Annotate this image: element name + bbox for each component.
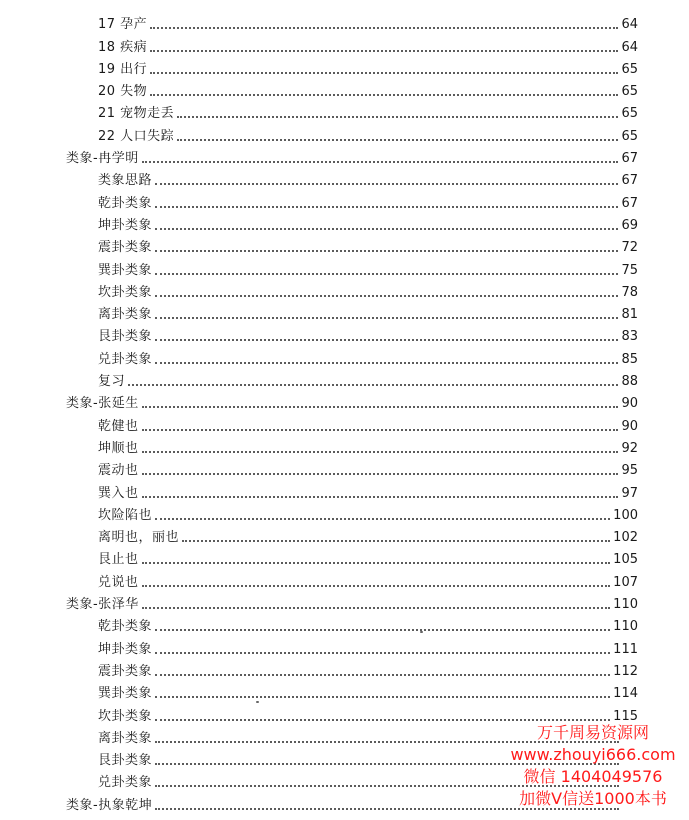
dot-leader — [155, 227, 618, 230]
toc-entry[interactable] — [0, 567, 689, 589]
toc-entry-title: 类象-张延生 — [66, 396, 139, 412]
toc-entry-page-number: 111 — [613, 641, 638, 657]
dot-leader — [142, 405, 619, 408]
toc-entry-page-number: 64 — [621, 17, 638, 33]
scan-speck — [420, 631, 423, 633]
toc-entry-page-number: 90 — [621, 418, 638, 434]
toc-entry-title: 17 孕产 — [98, 17, 148, 33]
toc-entry[interactable] — [0, 55, 689, 77]
toc-section-entry[interactable] — [0, 590, 689, 612]
dot-leader — [155, 249, 618, 252]
toc-entry[interactable] — [0, 679, 689, 701]
toc-entry[interactable] — [0, 657, 689, 679]
toc-entry-title: 乾卦类象 — [98, 619, 153, 635]
toc-entry[interactable] — [0, 233, 689, 255]
toc-entry-title: 巽卦类象 — [98, 262, 153, 278]
watermark-line: 万千周易资源网 — [536, 723, 649, 742]
dot-leader — [155, 784, 619, 787]
toc-entry-title: 乾卦类象 — [98, 195, 153, 211]
toc-entry-page-number: 88 — [621, 374, 638, 390]
dot-leader — [155, 673, 610, 676]
toc-entry-page-number: 72 — [621, 240, 638, 256]
toc-entry-page-number: 83 — [621, 329, 638, 345]
toc-entry[interactable] — [0, 166, 689, 188]
dot-leader — [155, 762, 619, 765]
dot-leader — [142, 495, 619, 498]
toc-entry[interactable] — [0, 523, 689, 545]
toc-entry-title: 类象-冉学明 — [66, 151, 139, 167]
dot-leader — [142, 450, 619, 453]
toc-entry-title: 离卦类象 — [98, 730, 153, 746]
toc-entry-page-number: 114 — [613, 686, 638, 702]
toc-entry-page-number: 65 — [621, 61, 638, 77]
dot-leader — [155, 361, 618, 364]
toc-entry[interactable] — [0, 634, 689, 656]
toc-entry[interactable] — [0, 701, 689, 723]
toc-entry[interactable] — [0, 10, 689, 32]
dot-leader — [155, 272, 618, 275]
toc-entry[interactable] — [0, 724, 689, 746]
toc-entry-title: 22 人口失踪 — [98, 128, 175, 144]
toc-entry-title: 巽入也 — [98, 485, 139, 501]
toc-entry[interactable] — [0, 32, 689, 54]
dot-leader — [150, 26, 618, 29]
dot-leader — [155, 338, 618, 341]
dot-leader — [155, 651, 610, 654]
toc-entry-page-number: 65 — [621, 84, 638, 100]
toc-entry-title: 艮止也 — [98, 552, 139, 568]
watermark-line: 微信 1404049576 — [523, 767, 663, 786]
toc-entry-page-number: 67 — [621, 173, 638, 189]
toc-entry[interactable] — [0, 768, 689, 790]
toc-entry-title: 坎险陷也 — [98, 507, 153, 523]
dot-leader — [142, 160, 619, 163]
toc-entry-title: 19 出行 — [98, 61, 148, 77]
toc-entry[interactable] — [0, 411, 689, 433]
toc-entry-page-number: 107 — [613, 574, 638, 590]
toc-entry-page-number: 100 — [613, 507, 638, 523]
toc-entry-title: 坎卦类象 — [98, 708, 153, 724]
toc-entry-title: 兑说也 — [98, 574, 139, 590]
toc-entry-page-number: 67 — [621, 151, 638, 167]
dot-leader — [155, 517, 610, 520]
toc-entry-page-number: 115 — [613, 708, 638, 724]
toc-entry[interactable] — [0, 545, 689, 567]
dot-leader — [142, 584, 611, 587]
toc-entry[interactable] — [0, 322, 689, 344]
toc-entry[interactable] — [0, 211, 689, 233]
toc-entry-title: 离明也，丽也 — [98, 530, 180, 546]
toc-entry-title: 坤顺也 — [98, 440, 139, 456]
toc-entry-page-number: 105 — [613, 552, 638, 568]
table-of-contents — [0, 10, 689, 813]
toc-entry-title: 巽卦类象 — [98, 686, 153, 702]
dot-leader — [155, 294, 618, 297]
toc-entry-title: 坎卦类象 — [98, 284, 153, 300]
scan-speck — [256, 701, 259, 703]
toc-entry-title: 艮卦类象 — [98, 329, 153, 345]
toc-entry[interactable] — [0, 77, 689, 99]
dot-leader — [155, 695, 610, 698]
toc-entry-title: 复习 — [98, 374, 126, 390]
toc-entry-page-number: 69 — [621, 217, 638, 233]
watermark-line: www.zhouyi666.com — [510, 745, 676, 764]
dot-leader — [155, 205, 618, 208]
toc-entry-page-number: 81 — [621, 307, 638, 323]
dot-leader — [155, 718, 610, 721]
toc-entry-title: 兑卦类象 — [98, 351, 153, 367]
toc-entry-page-number: 110 — [613, 619, 638, 635]
toc-entry-title: 坤卦类象 — [98, 641, 153, 657]
dot-leader — [182, 539, 610, 542]
dot-leader — [142, 428, 619, 431]
toc-entry-page-number: 65 — [621, 128, 638, 144]
dot-leader — [155, 807, 619, 810]
dot-leader — [155, 628, 610, 631]
toc-entry-page-number: 92 — [621, 440, 638, 456]
dot-leader — [128, 383, 618, 386]
toc-entry[interactable] — [0, 344, 689, 366]
toc-entry-title: 21 宠物走丢 — [98, 106, 175, 122]
toc-entry[interactable] — [0, 456, 689, 478]
dot-leader — [177, 138, 618, 141]
toc-entry-page-number: 65 — [621, 106, 638, 122]
toc-entry-title: 离卦类象 — [98, 307, 153, 323]
toc-entry[interactable] — [0, 278, 689, 300]
toc-entry-page-number: 102 — [613, 530, 638, 546]
toc-entry[interactable] — [0, 99, 689, 121]
toc-entry-title: 艮卦类象 — [98, 753, 153, 769]
toc-entry-page-number: 85 — [621, 351, 638, 367]
toc-entry-title: 乾健也 — [98, 418, 139, 434]
dot-leader — [142, 606, 610, 609]
toc-entry-page-number: 95 — [621, 463, 638, 479]
dot-leader — [150, 71, 618, 74]
toc-entry[interactable] — [0, 188, 689, 210]
toc-entry-title: 20 失物 — [98, 84, 148, 100]
toc-entry-title: 震卦类象 — [98, 240, 153, 256]
watermark-line: 加微V信送1000本书 — [519, 789, 667, 808]
dot-leader — [155, 316, 618, 319]
dot-leader — [155, 740, 619, 743]
toc-entry-title: 坤卦类象 — [98, 217, 153, 233]
toc-entry-page-number: 90 — [621, 396, 638, 412]
toc-entry[interactable] — [0, 255, 689, 277]
toc-entry-title: 类象思路 — [98, 173, 153, 189]
toc-entry-title: 震卦类象 — [98, 663, 153, 679]
dot-leader — [177, 115, 618, 118]
dot-leader — [155, 182, 618, 185]
toc-entry-title: 18 疾病 — [98, 39, 148, 55]
toc-entry[interactable] — [0, 300, 689, 322]
toc-entry-page-number: 110 — [613, 597, 638, 613]
toc-entry-title: 类象-张泽华 — [66, 597, 139, 613]
toc-section-entry[interactable] — [0, 389, 689, 411]
toc-entry-title: 兑卦类象 — [98, 775, 153, 791]
toc-entry-page-number: 67 — [621, 195, 638, 211]
toc-entry[interactable] — [0, 746, 689, 768]
toc-entry-page-number: 97 — [621, 485, 638, 501]
toc-section-entry[interactable] — [0, 790, 689, 812]
toc-entry[interactable] — [0, 612, 689, 634]
toc-entry[interactable] — [0, 478, 689, 500]
toc-entry[interactable] — [0, 121, 689, 143]
toc-section-entry[interactable] — [0, 144, 689, 166]
dot-leader — [142, 561, 611, 564]
toc-entry-page-number: 75 — [621, 262, 638, 278]
toc-entry-page-number: 112 — [613, 663, 638, 679]
toc-entry[interactable] — [0, 501, 689, 523]
toc-entry-page-number: 78 — [621, 284, 638, 300]
dot-leader — [150, 93, 618, 96]
toc-entry[interactable] — [0, 434, 689, 456]
toc-entry-title: 类象-执象乾坤 — [66, 797, 153, 813]
toc-entry-title: 震动也 — [98, 463, 139, 479]
dot-leader — [142, 472, 619, 475]
toc-entry-page-number: 64 — [621, 39, 638, 55]
toc-entry[interactable] — [0, 367, 689, 389]
dot-leader — [150, 49, 618, 52]
